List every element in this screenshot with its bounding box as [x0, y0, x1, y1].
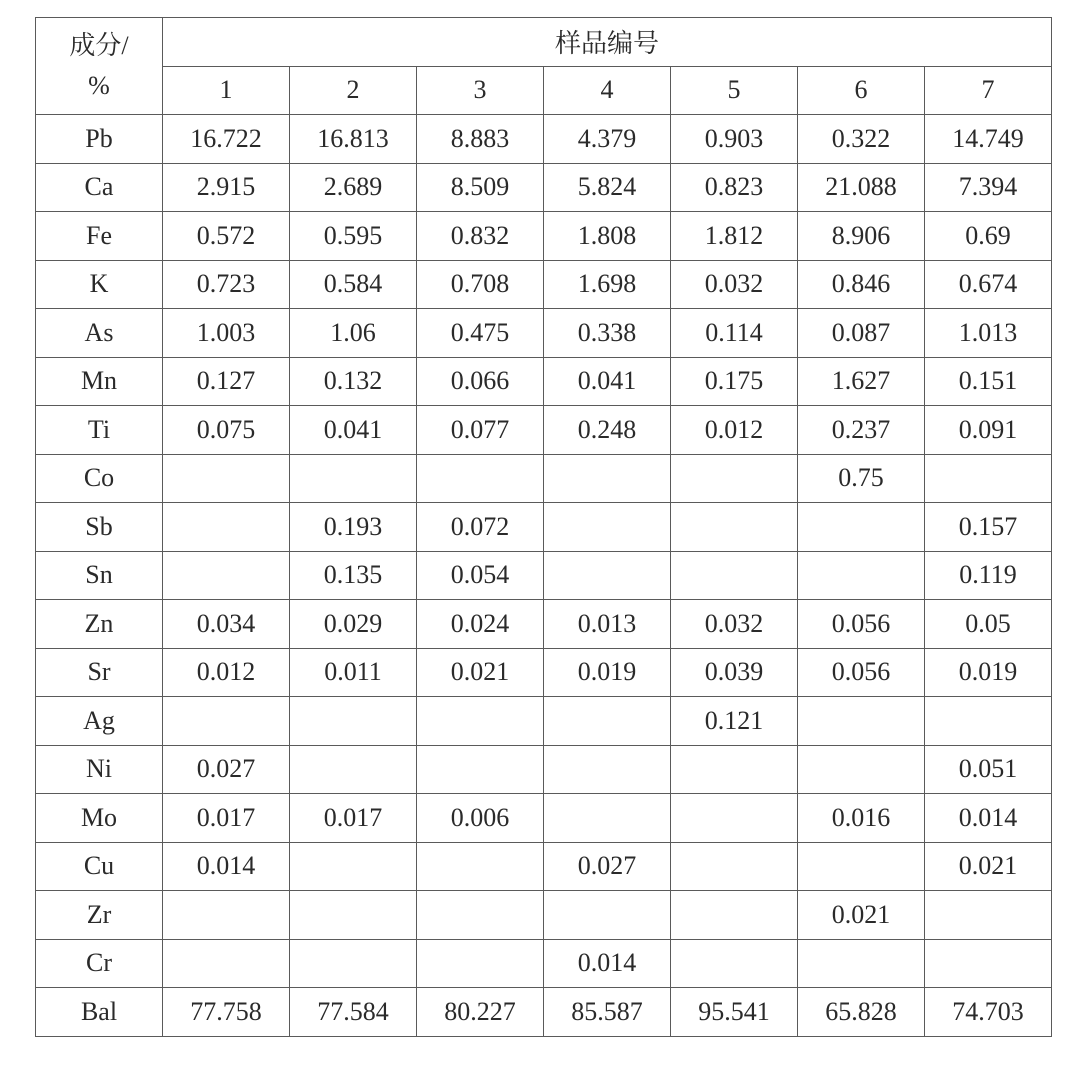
- value-cell: [417, 842, 544, 891]
- element-label: Mn: [36, 357, 163, 406]
- table-row: [36, 163, 1052, 212]
- element-label: Ni: [36, 745, 163, 794]
- table-row: [36, 115, 1052, 164]
- value-cell: 0.024: [417, 600, 544, 649]
- value-cell: 0.012: [671, 406, 798, 455]
- value-cell: 0.135: [290, 551, 417, 600]
- value-cell: 0.016: [798, 794, 925, 843]
- value-cell: [290, 842, 417, 891]
- value-cell: 0.846: [798, 260, 925, 309]
- element-label: Ag: [36, 697, 163, 746]
- element-label: Co: [36, 454, 163, 503]
- value-cell: [290, 745, 417, 794]
- table-row: [36, 406, 1052, 455]
- value-cell: 0.021: [925, 842, 1052, 891]
- value-cell: 1.698: [544, 260, 671, 309]
- value-cell: [290, 697, 417, 746]
- element-label: Fe: [36, 212, 163, 261]
- value-cell: 7.394: [925, 163, 1052, 212]
- value-cell: [925, 697, 1052, 746]
- value-cell: 77.584: [290, 988, 417, 1037]
- value-cell: [798, 939, 925, 988]
- value-cell: 0.066: [417, 357, 544, 406]
- value-cell: [671, 745, 798, 794]
- value-cell: 0.014: [925, 794, 1052, 843]
- value-cell: 0.054: [417, 551, 544, 600]
- value-cell: 0.029: [290, 600, 417, 649]
- element-label: K: [36, 260, 163, 309]
- composition-unit-header: [36, 18, 163, 115]
- table-row: [36, 648, 1052, 697]
- value-cell: [671, 842, 798, 891]
- value-cell: 1.627: [798, 357, 925, 406]
- element-label: As: [36, 309, 163, 358]
- value-cell: 0.322: [798, 115, 925, 164]
- value-cell: 0.193: [290, 503, 417, 552]
- value-cell: [925, 939, 1052, 988]
- value-cell: 77.758: [163, 988, 290, 1037]
- element-label: Ti: [36, 406, 163, 455]
- value-cell: 0.119: [925, 551, 1052, 600]
- value-cell: 0.091: [925, 406, 1052, 455]
- element-label: Cr: [36, 939, 163, 988]
- value-cell: 0.034: [163, 600, 290, 649]
- value-cell: 16.813: [290, 115, 417, 164]
- table-row: [36, 794, 1052, 843]
- element-label: Sn: [36, 551, 163, 600]
- value-cell: [544, 503, 671, 552]
- value-cell: 0.041: [544, 357, 671, 406]
- value-cell: [163, 939, 290, 988]
- value-cell: 0.248: [544, 406, 671, 455]
- value-cell: [798, 745, 925, 794]
- value-cell: [798, 697, 925, 746]
- value-cell: 0.014: [544, 939, 671, 988]
- value-cell: 0.019: [544, 648, 671, 697]
- value-cell: 0.338: [544, 309, 671, 358]
- element-label: Bal: [36, 988, 163, 1037]
- value-cell: [417, 745, 544, 794]
- value-cell: [544, 745, 671, 794]
- value-cell: 80.227: [417, 988, 544, 1037]
- value-cell: [925, 891, 1052, 940]
- value-cell: 16.722: [163, 115, 290, 164]
- sample-id-header: 3: [417, 66, 544, 115]
- table-row: [36, 454, 1052, 503]
- value-cell: 8.906: [798, 212, 925, 261]
- table-row: [36, 745, 1052, 794]
- value-cell: [417, 891, 544, 940]
- value-cell: 0.237: [798, 406, 925, 455]
- value-cell: 1.013: [925, 309, 1052, 358]
- value-cell: 0.032: [671, 600, 798, 649]
- value-cell: [544, 891, 671, 940]
- value-cell: 1.06: [290, 309, 417, 358]
- sample-id-header: 6: [798, 66, 925, 115]
- value-cell: [671, 939, 798, 988]
- value-cell: [163, 891, 290, 940]
- value-cell: [163, 697, 290, 746]
- value-cell: 0.132: [290, 357, 417, 406]
- value-cell: 65.828: [798, 988, 925, 1037]
- value-cell: [163, 503, 290, 552]
- composition-table: [35, 17, 1052, 1037]
- value-cell: [417, 697, 544, 746]
- value-cell: 14.749: [925, 115, 1052, 164]
- value-cell: [163, 551, 290, 600]
- value-cell: [671, 503, 798, 552]
- value-cell: 0.723: [163, 260, 290, 309]
- value-cell: [544, 794, 671, 843]
- table-row: [36, 212, 1052, 261]
- value-cell: [544, 551, 671, 600]
- value-cell: [671, 794, 798, 843]
- value-cell: [417, 939, 544, 988]
- sample-id-header: 2: [290, 66, 417, 115]
- value-cell: 0.572: [163, 212, 290, 261]
- value-cell: 0.127: [163, 357, 290, 406]
- value-cell: 0.175: [671, 357, 798, 406]
- table-body: [36, 18, 1052, 1037]
- value-cell: 0.021: [798, 891, 925, 940]
- element-label: Cu: [36, 842, 163, 891]
- value-cell: [925, 454, 1052, 503]
- value-cell: 0.151: [925, 357, 1052, 406]
- value-cell: 0.05: [925, 600, 1052, 649]
- table-row: [36, 697, 1052, 746]
- value-cell: 1.808: [544, 212, 671, 261]
- value-cell: [544, 454, 671, 503]
- sample-id-header: 7: [925, 66, 1052, 115]
- value-cell: 0.823: [671, 163, 798, 212]
- corner-label-line1: 成分/: [69, 31, 129, 60]
- element-label: Sb: [36, 503, 163, 552]
- value-cell: [163, 454, 290, 503]
- table-row: [36, 600, 1052, 649]
- value-cell: 1.003: [163, 309, 290, 358]
- value-cell: 21.088: [798, 163, 925, 212]
- value-cell: 0.056: [798, 600, 925, 649]
- header-row-group: [36, 18, 1052, 67]
- value-cell: 0.114: [671, 309, 798, 358]
- value-cell: 0.013: [544, 600, 671, 649]
- value-cell: 0.475: [417, 309, 544, 358]
- table-row: [36, 309, 1052, 358]
- value-cell: 0.041: [290, 406, 417, 455]
- element-label: Ca: [36, 163, 163, 212]
- value-cell: 0.056: [798, 648, 925, 697]
- value-cell: [671, 891, 798, 940]
- value-cell: 0.75: [798, 454, 925, 503]
- value-cell: 2.915: [163, 163, 290, 212]
- table-row: [36, 503, 1052, 552]
- value-cell: 0.674: [925, 260, 1052, 309]
- table-row: [36, 988, 1052, 1037]
- value-cell: 0.157: [925, 503, 1052, 552]
- value-cell: 0.017: [163, 794, 290, 843]
- value-cell: 0.595: [290, 212, 417, 261]
- value-cell: 0.021: [417, 648, 544, 697]
- value-cell: 0.027: [163, 745, 290, 794]
- value-cell: [798, 842, 925, 891]
- value-cell: 0.032: [671, 260, 798, 309]
- sample-id-header: 5: [671, 66, 798, 115]
- value-cell: [290, 454, 417, 503]
- value-cell: 0.011: [290, 648, 417, 697]
- header-row-samples: [36, 66, 1052, 115]
- value-cell: 0.051: [925, 745, 1052, 794]
- sample-id-header: 1: [163, 66, 290, 115]
- value-cell: [290, 891, 417, 940]
- table-row: [36, 939, 1052, 988]
- value-cell: [798, 551, 925, 600]
- value-cell: 0.039: [671, 648, 798, 697]
- table-row: [36, 842, 1052, 891]
- value-cell: [290, 939, 417, 988]
- value-cell: 0.903: [671, 115, 798, 164]
- value-cell: 0.087: [798, 309, 925, 358]
- value-cell: [671, 551, 798, 600]
- table-row: [36, 891, 1052, 940]
- value-cell: 0.027: [544, 842, 671, 891]
- value-cell: 5.824: [544, 163, 671, 212]
- value-cell: 0.072: [417, 503, 544, 552]
- table-row: [36, 551, 1052, 600]
- sample-number-header: 样品编号: [163, 18, 1052, 67]
- value-cell: 0.019: [925, 648, 1052, 697]
- value-cell: 8.509: [417, 163, 544, 212]
- sample-id-header: 4: [544, 66, 671, 115]
- element-label: Sr: [36, 648, 163, 697]
- value-cell: [798, 503, 925, 552]
- value-cell: [544, 697, 671, 746]
- value-cell: 0.121: [671, 697, 798, 746]
- element-label: Pb: [36, 115, 163, 164]
- value-cell: 74.703: [925, 988, 1052, 1037]
- value-cell: 95.541: [671, 988, 798, 1037]
- value-cell: 1.812: [671, 212, 798, 261]
- value-cell: [417, 454, 544, 503]
- value-cell: 0.584: [290, 260, 417, 309]
- corner-label-line2: %: [88, 71, 110, 100]
- element-label: Mo: [36, 794, 163, 843]
- value-cell: 0.708: [417, 260, 544, 309]
- element-label: Zr: [36, 891, 163, 940]
- value-cell: 2.689: [290, 163, 417, 212]
- value-cell: 0.017: [290, 794, 417, 843]
- element-label: Zn: [36, 600, 163, 649]
- value-cell: 0.077: [417, 406, 544, 455]
- value-cell: 8.883: [417, 115, 544, 164]
- value-cell: [671, 454, 798, 503]
- value-cell: 4.379: [544, 115, 671, 164]
- value-cell: 0.006: [417, 794, 544, 843]
- value-cell: 0.014: [163, 842, 290, 891]
- value-cell: 0.075: [163, 406, 290, 455]
- value-cell: 85.587: [544, 988, 671, 1037]
- table-row: [36, 260, 1052, 309]
- value-cell: 0.69: [925, 212, 1052, 261]
- value-cell: 0.012: [163, 648, 290, 697]
- value-cell: 0.832: [417, 212, 544, 261]
- table-row: [36, 357, 1052, 406]
